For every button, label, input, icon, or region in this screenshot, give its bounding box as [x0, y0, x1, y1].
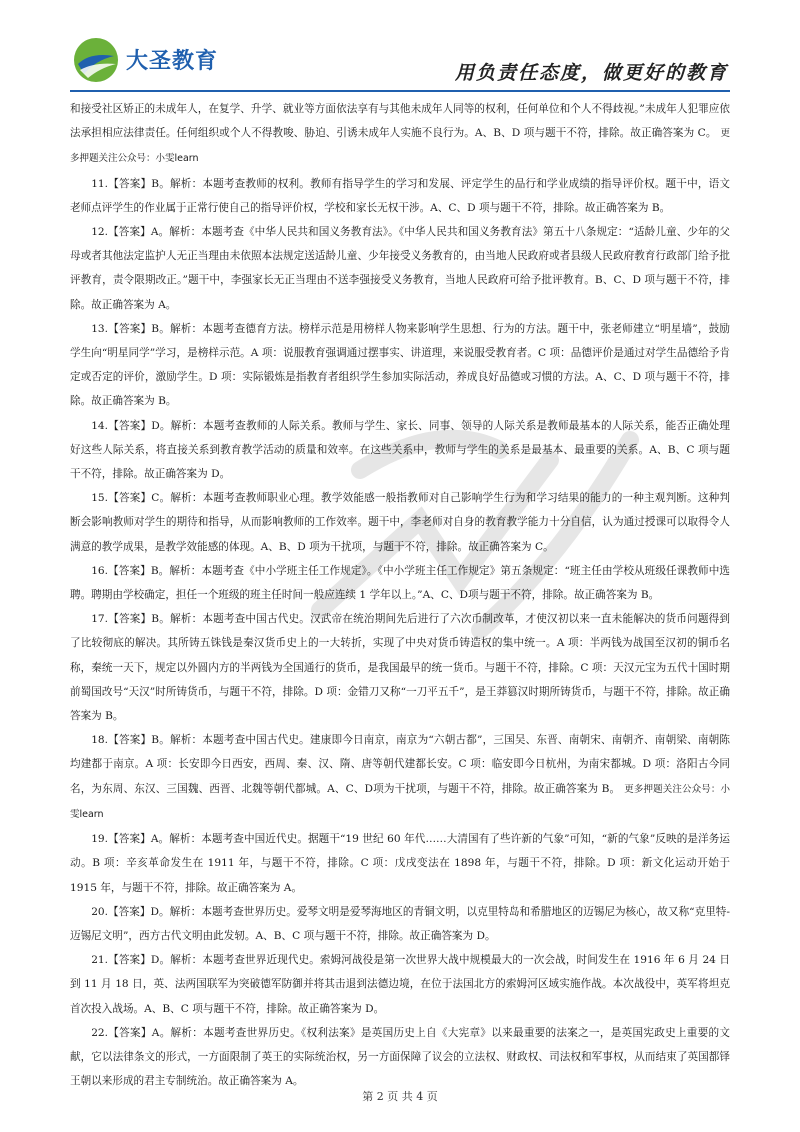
answer-explanations	[70, 97, 730, 1093]
answer-22: 22.【答案】A。解析：本题考查世界历史。《权利法案》是英国历史上自《大宪章》以来最重要的法案之一，是英国宪政史上重要的文献，它以法律条文的形式，一方面限制了英王的实际统治权，另一方面保障了议会的立法权、财政权、司法权和军事权，从而结束了英国都铎王朝以来形成的君主专制统治。故正确答案为 A。	[70, 1026, 730, 1088]
header-slogan: 用负责任态度，做更好的教育	[454, 62, 728, 84]
promo-text: 更多押题关注公众号：小雯learn	[70, 128, 730, 165]
answer-11: 11.【答案】B。解析：本题考查教师的权利。教师有指导学生的学习和发展、评定学生的品行和学业成绩的指导评价权。题干中，语文老师点评学生的作业属于正常行使自己的指导评价权，学校和家长无权干涉。A、C、D 项与题干不符，排除。故正确答案为 B。	[70, 177, 730, 214]
paragraph-continued: 和接受社区矫正的未成年人，在复学、升学、就业等方面依法享有与其他未成年人同等的权利，任何单位和个人不得歧视。”未成年人犯罪应依法承担相应法律责任。任何组织或个人不得教唆、胁迫、引诱未成年人实施不良行为。A、B、D 项与题干不符，排除。故正确答案为 C。 更多押题关注公众号：小雯learn	[70, 103, 730, 165]
answer-18: 18.【答案】B。解析：本题考查中国古代史。建康即今日南京，南京为“六朝古都”，三国吴、东晋、南朝宋、南朝齐、南朝梁、南朝陈均建都于南京。A 项：长安即今日西安，西周、秦、汉、隋、唐等朝代建都长安。C 项：临安即今日杭州，为南宋都城。D 项：洛阳古今同名，为东周、东汉、三国魏、西晋、北魏等朝代都城。A、C、D项为干扰项，与题干不符，排除。故正确答案为 B。 更多押题关注公众号：小雯learn	[70, 734, 730, 820]
brand-logo-icon	[70, 34, 122, 86]
promo-text-2: 更多押题关注公众号：小雯learn	[70, 783, 730, 820]
answer-21: 21.【答案】D。解析：本题考查世界近现代史。索姆河战役是第一次世界大战中规模最大的一次会战，时间发生在 1916 年 6 月 24 日到 11 月 18 日，英、法两国联军为突破德军防御并将其击退到法德边境，在位于法国北方的索姆河区域实施作战。本次战役中，英军将坦克首次投入战场。A、B、C 项与题干不符，排除。故正确答案为 D。	[70, 954, 730, 1015]
answer-12: 12.【答案】A。解析：本题考查《中华人民共和国义务教育法》。《中华人民共和国义务教育法》第五十八条规定：“适龄儿童、少年的父母或者其他法定监护人无正当理由未依照本法规定送适龄儿童、少年接受义务教育的，由当地人民政府或者县级人民政府教育行政部门给予批评教育，责令限期改正。”题干中，李强家长无正当理由不送李强接受义务教育，当地人民政府可给予批评教育。B、C、D 项与题干不符，排除。故正确答案为 A。	[70, 226, 730, 311]
answer-14: 14.【答案】D。解析：本题考查教师的人际关系。教师与学生、家长、同事、领导的人际关系是教师最基本的人际关系，能否正确处理好这些人际关系，将直接关系到教育教学活动的质量和效率。在这些关系中，教师与学生的关系是最基本、最重要的关系。A、B、C 项与题干不符，排除。故正确答案为 D。	[70, 419, 730, 481]
answer-16: 16.【答案】B。解析：本题考查《中小学班主任工作规定》。《中小学班主任工作规定》第五条规定：“班主任由学校从班级任课教师中选聘。聘期由学校确定，担任一个班级的班主任时间一般应连续 1 学年以上。”A、C、D项与题干不符，排除。故正确答案为 B。	[70, 564, 730, 602]
brand-name: 大圣教育	[126, 49, 219, 74]
answer-17: 17.【答案】B。解析：本题考查中国古代史。汉武帝在统治期间先后进行了六次币制改革，才使汉初以来一直未能解决的货币问题得到了比较彻底的解决。其所铸五铢钱是秦汉货币史上的一大转折，实现了中央对货币铸造权的集中统一。A 项：半两钱为战国至汉初的铜币名称，秦统一天下，规定以外圆内方的半两钱为全国通行的货币，是我国最早的统一货币。与题干不符，排除。C 项：天汉元宝为五代十国时期前蜀国改号“天汉”时所铸货币，与题干不符，排除。D 项：金错刀又称“一刀平五千”，是王莽篡汉时期所铸货币，与题干不符，排除。故正确答案为 B。	[70, 613, 730, 723]
page-number: 第 2 页 共 4 页	[362, 1090, 438, 1103]
page-header	[0, 0, 800, 96]
answer-19: 19.【答案】A。解析：本题考查中国近代史。据题干“19 世纪 60 年代……大清国有了些许新的气象”可知，“新的气象”反映的是洋务运动。B 项：辛亥革命发生在 1911 年，与题干不符，排除。C 项：戊戌变法在 1898 年，与题干不符，排除。D 项：新文化运动开始于 1915 年，与题干不符，排除。故正确答案为 A。	[70, 833, 730, 894]
answer-20: 20.【答案】D。解析：本题考查世界历史。爱琴文明是爱琴海地区的青铜文明，以克里特岛和希腊地区的迈锡尼为核心，故又称“克里特-迈锡尼文明”，西方古代文明由此发轫。A、B、C 项与题干不符，排除。故正确答案为 D。	[70, 905, 730, 942]
answer-13: 13.【答案】B。解析：本题考查德育方法。榜样示范是用榜样人物来影响学生思想、行为的方法。题干中，张老师建立“明星墙”，鼓励学生向“明星同学”学习，是榜样示范。A 项：说服教育强调通过摆事实、讲道理，来说服受教育者。C 项：品德评价是通过对学生品德给予肯定或否定的评价，激励学生。D 项：实际锻炼是指教育者组织学生参加实际活动，养成良好品德或习惯的方法。A、C、D 项与题干不符，排除。故正确答案为 B。	[70, 322, 730, 408]
header-divider	[70, 90, 730, 92]
answer-15: 15.【答案】C。解析：本题考查教师职业心理。教学效能感一般指教师对自己影响学生行为和学习结果的能力的一种主观判断。这种判断会影响教师对学生的期待和指导，从而影响教师的工作效率。题干中，李老师对自身的教育教学能力十分自信，认为通过授课可以取得令人满意的教学成果，是教学效能感的体现。A、B、D 项为干扰项，与题干不符，排除。故正确答案为 C。	[70, 492, 730, 553]
